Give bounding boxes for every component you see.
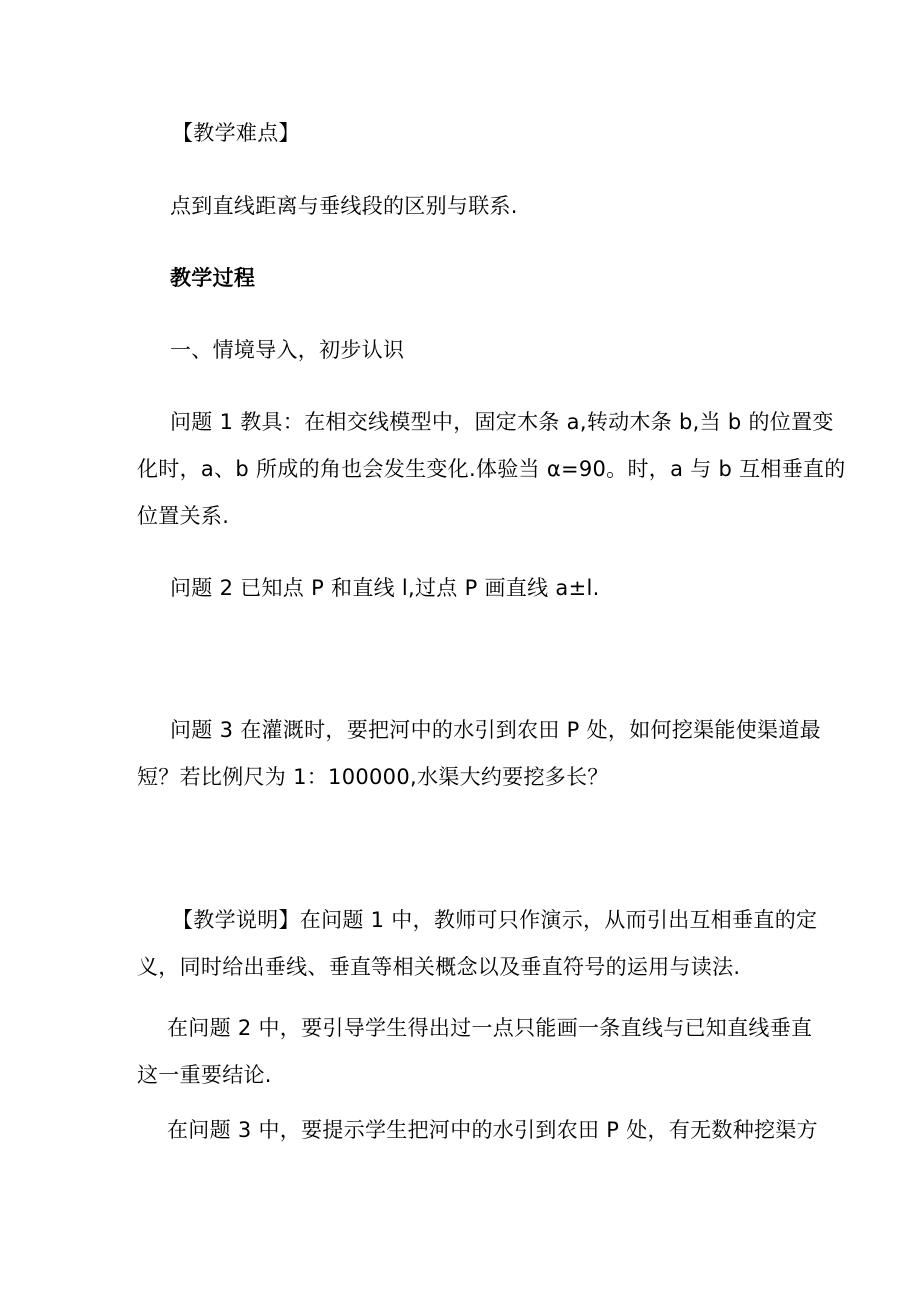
teaching-note-2-line-2: 这一重要结论. xyxy=(137,1063,272,1087)
teaching-note-1-line-2: 义，同时给出垂线、垂直等相关概念以及垂直符号的运用与读法. xyxy=(137,955,741,979)
question-3-line-2: 短？若比例尺为 1：100000,水渠大约要挖多长？ xyxy=(137,765,609,789)
teaching-process-heading: 教学过程 xyxy=(170,266,256,290)
teaching-note-2-line-1: 在问题 2 中，要引导学生得出过一点只能画一条直线与已知直线垂直 xyxy=(167,1016,813,1040)
teaching-difficulty-text: 点到直线距离与垂线段的区别与联系. xyxy=(170,194,518,218)
question-1-line-1: 问题 1 教具：在相交线模型中，固定木条 a,转动木条 b,当 b 的位置变 xyxy=(170,410,834,434)
section-intro-heading: 一、情境导入，初步认识 xyxy=(170,338,405,362)
question-1-line-3: 位置关系. xyxy=(137,504,230,528)
teaching-note-1-line-1: 【教学说明】在问题 1 中，教师可只作演示，从而引出互相垂直的定 xyxy=(172,908,818,932)
question-1-line-2: 化时，a、b 所成的角也会发生变化.体验当 α=90。时，a 与 b 互相垂直的 xyxy=(137,457,846,481)
teaching-note-3-line-1: 在问题 3 中，要提示学生把河中的水引到农田 P 处，有无数种挖渠方 xyxy=(167,1118,818,1142)
question-2-line-1: 问题 2 已知点 P 和直线 l,过点 P 画直线 a±l. xyxy=(170,576,600,600)
teaching-difficulty-heading: 【教学难点】 xyxy=(172,121,300,145)
question-3-line-1: 问题 3 在灌溉时，要把河中的水引到农田 P 处，如何挖渠能使渠道最 xyxy=(170,718,821,742)
